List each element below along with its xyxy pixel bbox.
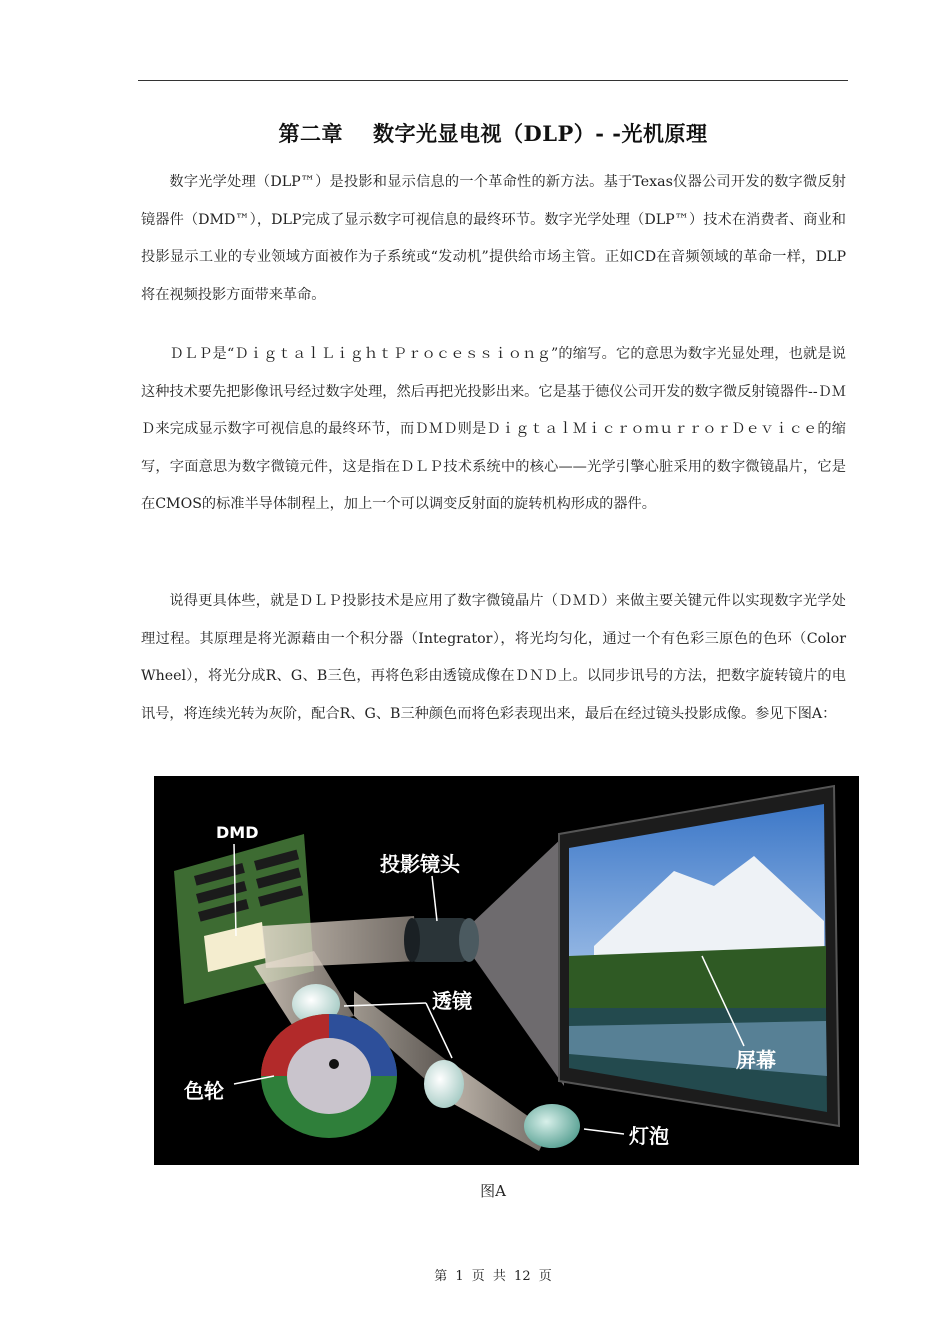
chapter-title bbox=[138, 118, 848, 148]
label-dmd: DMD bbox=[216, 823, 259, 842]
screen bbox=[559, 786, 839, 1126]
label-relay-lens: 透镜 bbox=[432, 989, 472, 1013]
dlp-diagram-figure bbox=[154, 776, 859, 1165]
projection-lens bbox=[404, 918, 479, 962]
bulb bbox=[524, 1104, 580, 1148]
page-footer: 第 1 页 共 12 页 bbox=[434, 1269, 552, 1284]
chapter-number: 第二章 bbox=[278, 121, 343, 146]
paragraph-2: ＤＬＰ是“ＤｉｇｔａｌＬｉｇｈｔＰｒｏｃｅｓｓｉｏｎｇ”的缩写。它的意思为数字光显处理，也就是说这种技术要先把影像讯号经过数字处理，然后再把光投影出来。它是基于德仪公司开发的数字微反射镜器件--ＤＭＤ来完成显示数字可视信息的最终环节，而ＤＭＤ则是ＤｉｇｔａｌＭｉｃｒｏｍｕｒｒｏｒＤｅｖｉｃｅ的缩写，字面意思为数字微镜元件，这是指在ＤＬＰ技术系统中的核心——光学引擎心脏采用的数字微镜晶片，它是在CMOS的标准半导体制程上，加上一个可以调变反射面的旋转机构形成的器件。 bbox=[141, 346, 846, 512]
label-projection-lens: 投影镜头 bbox=[380, 852, 460, 876]
header-rule bbox=[138, 80, 848, 81]
chapter-name: 数字光显电视（DLP）- -光机原理 bbox=[372, 121, 708, 146]
paragraph-1: 数字光学处理（DLP™）是投影和显示信息的一个革命性的新方法。基于Texas仪器公司开发的数字微反射镜器件（DMD™），DLP完成了显示数字可视信息的最终环节。数字光学处理（DLP™）技术在消费者、商业和投影显示工业的专业领域方面被作为子系统或“发动机”提供给市场主管。正如CD在音频领域的革命一样，DLP将在视频投影方面带来革命。 bbox=[141, 174, 846, 303]
label-screen: 屏幕 bbox=[736, 1048, 776, 1072]
color-wheel bbox=[261, 1014, 397, 1138]
relay-lens-2 bbox=[424, 1060, 464, 1108]
paragraph-3: 说得更具体些，就是ＤＬＰ投影技术是应用了数字微镜晶片（ＤＭＤ）来做主要关键元件以实现数字光学处理过程。其原理是将光源藉由一个积分器（Integrator），将光均匀化，通过一个有色彩三原色的色环（Color Wheel），将光分成R、G、B三色，再将色彩由透镜成像在ＤＮＤ上。以同步讯号的方法，把数字旋转镜片的电讯号，将连续光转为灰阶，配合R、G、B三种颜色而将色彩表现出来，最后在经过镜头投影成像。参见下图A： bbox=[141, 593, 846, 722]
dlp-diagram bbox=[154, 776, 859, 1165]
figure-caption: 图A bbox=[480, 1182, 506, 1200]
label-color-wheel: 色轮 bbox=[184, 1079, 224, 1103]
projection-cone bbox=[469, 836, 564, 1086]
label-bulb: 灯泡 bbox=[629, 1124, 669, 1148]
